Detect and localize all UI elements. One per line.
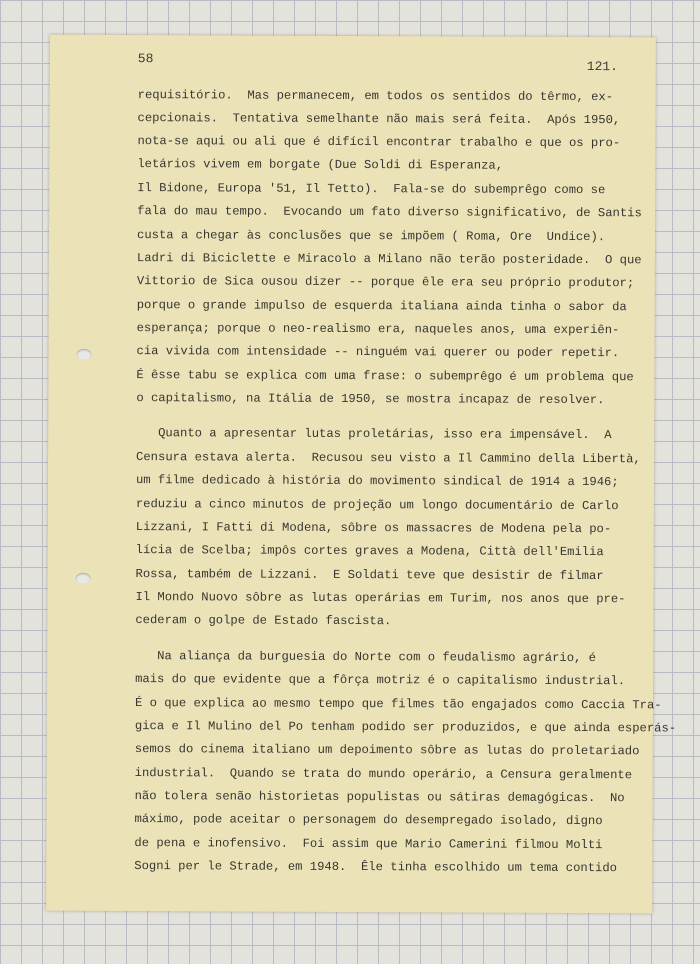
text-line: gica e Il Mulino del Po tenham podido ser produzidos, e que ainda esperás- <box>134 719 677 736</box>
text-line: Rossa, também de Lizzani. E Soldati teve que desistir de filmar <box>135 567 604 584</box>
text-line: Na aliança da burguesia do Norte com o feudalismo agrário, é <box>135 649 596 666</box>
text-line: Censura estava alerta. Recusou seu visto a Il Cammino della Libertà, <box>136 450 641 467</box>
text-line: lícia de Scelba; impôs cortes graves a Modena, Città dell'Emilia <box>135 543 604 560</box>
text-line: mais do que evidente que a fôrça motriz é o capitalismo industrial. <box>135 672 626 689</box>
text-line: fala do mau tempo. Evocando um fato diverso significativo, de Santis <box>137 204 642 221</box>
text-line: porque o grande impulso de esquerda italiana ainda tinha o sabor da <box>136 298 627 315</box>
document-body <box>134 87 677 876</box>
text-line: cederam o golpe de Estado fascista. <box>135 613 392 629</box>
text-line: cepcionais. Tentativa semelhante não mais será feita. Após 1950, <box>137 111 621 128</box>
text-line: o capitalismo, na Itália de 1950, se mostra incapaz de resolver. <box>136 391 605 408</box>
text-line: É o que explica ao mesmo tempo que filmes tão engajados como Caccia Tra- <box>134 696 662 713</box>
text-line: É êsse tabu se explica com uma frase: o subemprêgo é um problema que <box>136 368 634 385</box>
text-line: Quanto a apresentar lutas proletárias, isso era impensável. A <box>136 426 612 443</box>
page-number-left: 58 <box>137 51 154 67</box>
text-line: Ladri di Biciclette e Miracolo a Milano não terão posteridade. O que <box>136 251 642 268</box>
text-line: de pena e inofensivo. Foi assim que Mario Camerini filmou Molti <box>134 836 603 853</box>
text-line: nota-se aqui ou ali que é difícil encontrar trabalho e que os pro- <box>137 134 621 151</box>
punch-hole-lower <box>76 573 91 584</box>
text-line: custa a chegar às conclusões que se impõem ( Roma, Ore Undice). <box>137 228 606 245</box>
text-line: Vittorio de Sica ousou dizer -- porque êle era seu próprio produtor; <box>136 274 635 291</box>
typewritten-page <box>46 35 677 914</box>
text-line: Il Bidone, Europa '51, Il Tetto). Fala-se do subemprêgo como se <box>137 181 606 198</box>
punch-hole-upper <box>76 349 91 360</box>
text-line: requisitório. Mas permanecem, em todos os sentidos do têrmo, ex- <box>137 88 614 105</box>
text-line: cia vivida com intensidade -- ninguém vai querer ou poder repetir. <box>136 344 620 361</box>
text-line: não tolera senão historietas populistas ou sátiras demagógicas. No <box>134 789 625 806</box>
text-line: Sogni per le Strade, em 1948. Êle tinha escolhido um tema contido <box>134 859 618 876</box>
page-number-right: 121. <box>586 59 619 75</box>
text-line: industrial. Quando se trata do mundo operário, a Censura geralmente <box>134 766 633 783</box>
text-line: Il Mondo Nuovo sôbre as lutas operárias em Turim, nos anos que pre- <box>135 590 626 607</box>
text-line: semos do cinema italiano um depoimento sôbre as lutas do proletariado <box>134 742 640 759</box>
text-line: esperança; porque o neo-realismo era, naqueles anos, uma experiên- <box>136 321 620 338</box>
text-line: letários vivem em borgate (Due Soldi di Esperanza, <box>137 157 504 173</box>
text-line: um filme dedicado à história do movimento sindical de 1914 a 1946; <box>135 473 619 490</box>
text-line: Lizzani, I Fatti di Modena, sôbre os massacres de Modena pela po- <box>135 520 612 537</box>
text-line: máximo, pode aceitar o personagem do desempregado isolado, digno <box>134 812 603 829</box>
text-line: reduziu a cinco minutos de projeção um longo documentário de Carlo <box>135 497 619 514</box>
